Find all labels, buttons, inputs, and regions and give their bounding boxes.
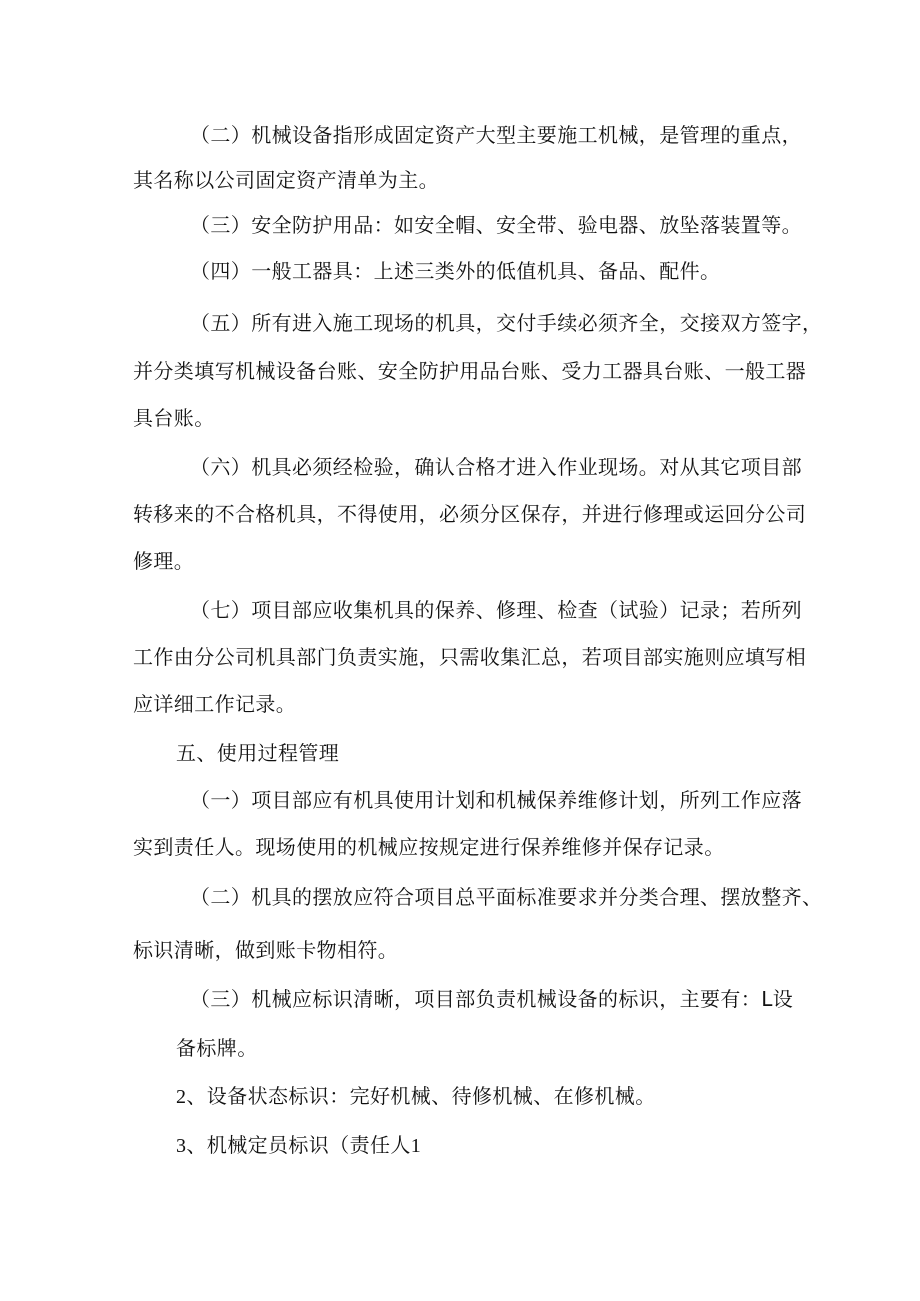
para-3-line-1: （三）安全防护用品：如安全帽、安全带、验电器、放坠落装置等。	[190, 213, 802, 237]
sec5-para-2-line-1: （二）机具的摆放应符合项目总平面标准要求并分类合理、摆放整齐、	[190, 885, 823, 909]
para-6-line-2: 转移来的不合格机具，不得使用，必须分区保存，并进行修理或运回分公司	[133, 502, 807, 526]
sec5-para-3-line-1: （三）机械应标识清晰，项目部负责机械设备的标识，主要有：L设	[190, 987, 794, 1011]
sec5-para-1-line-2: 实到责任人。现场使用的机械应按规定进行保养维修并保存记录。	[133, 835, 725, 859]
sec5-para-1-line-1: （一）项目部应有机具使用计划和机械保养维修计划，所列工作应落	[190, 788, 802, 812]
para-5-line-3: 具台账。	[133, 406, 215, 430]
list-item-2: 2、设备状态标识：完好机械、待修机械、在修机械。	[176, 1086, 656, 1108]
para-5-line-1: （五）所有进入施工现场的机具，交付手续必须齐全，交接双方签字，	[190, 311, 823, 335]
para-2-line-2: 其名称以公司固定资产清单为主。	[133, 168, 439, 192]
para-7-line-1: （七）项目部应收集机具的保养、修理、检查（试验）记录；若所列	[190, 598, 802, 622]
para-6-line-1: （六）机具必须经检验，确认合格才进入作业现场。对从其它项目部	[190, 455, 802, 479]
section-heading-5: 五、使用过程管理	[176, 741, 340, 765]
para-7-line-3: 应详细工作记录。	[133, 692, 297, 716]
para-5-line-2: 并分类填写机械设备台账、安全防护用品台账、受力工器具台账、一般工器	[133, 359, 807, 383]
sec5-para-2-line-2: 标识清晰，做到账卡物相符。	[133, 938, 399, 962]
para-6-line-3: 修理。	[133, 549, 195, 573]
para-4-line-1: （四）一般工器具：上述三类外的低值机具、备品、配件。	[190, 259, 721, 283]
para-2-line-1: （二）机械设备指形成固定资产大型主要施工机械，是管理的重点，	[190, 123, 802, 147]
sec5-para-3-line-2: 备标牌。	[176, 1036, 258, 1060]
list-item-3: 3、机械定员标识（责任人1	[176, 1135, 422, 1157]
para-7-line-2: 工作由分公司机具部门负责实施，只需收集汇总，若项目部实施则应填写相	[133, 645, 807, 669]
